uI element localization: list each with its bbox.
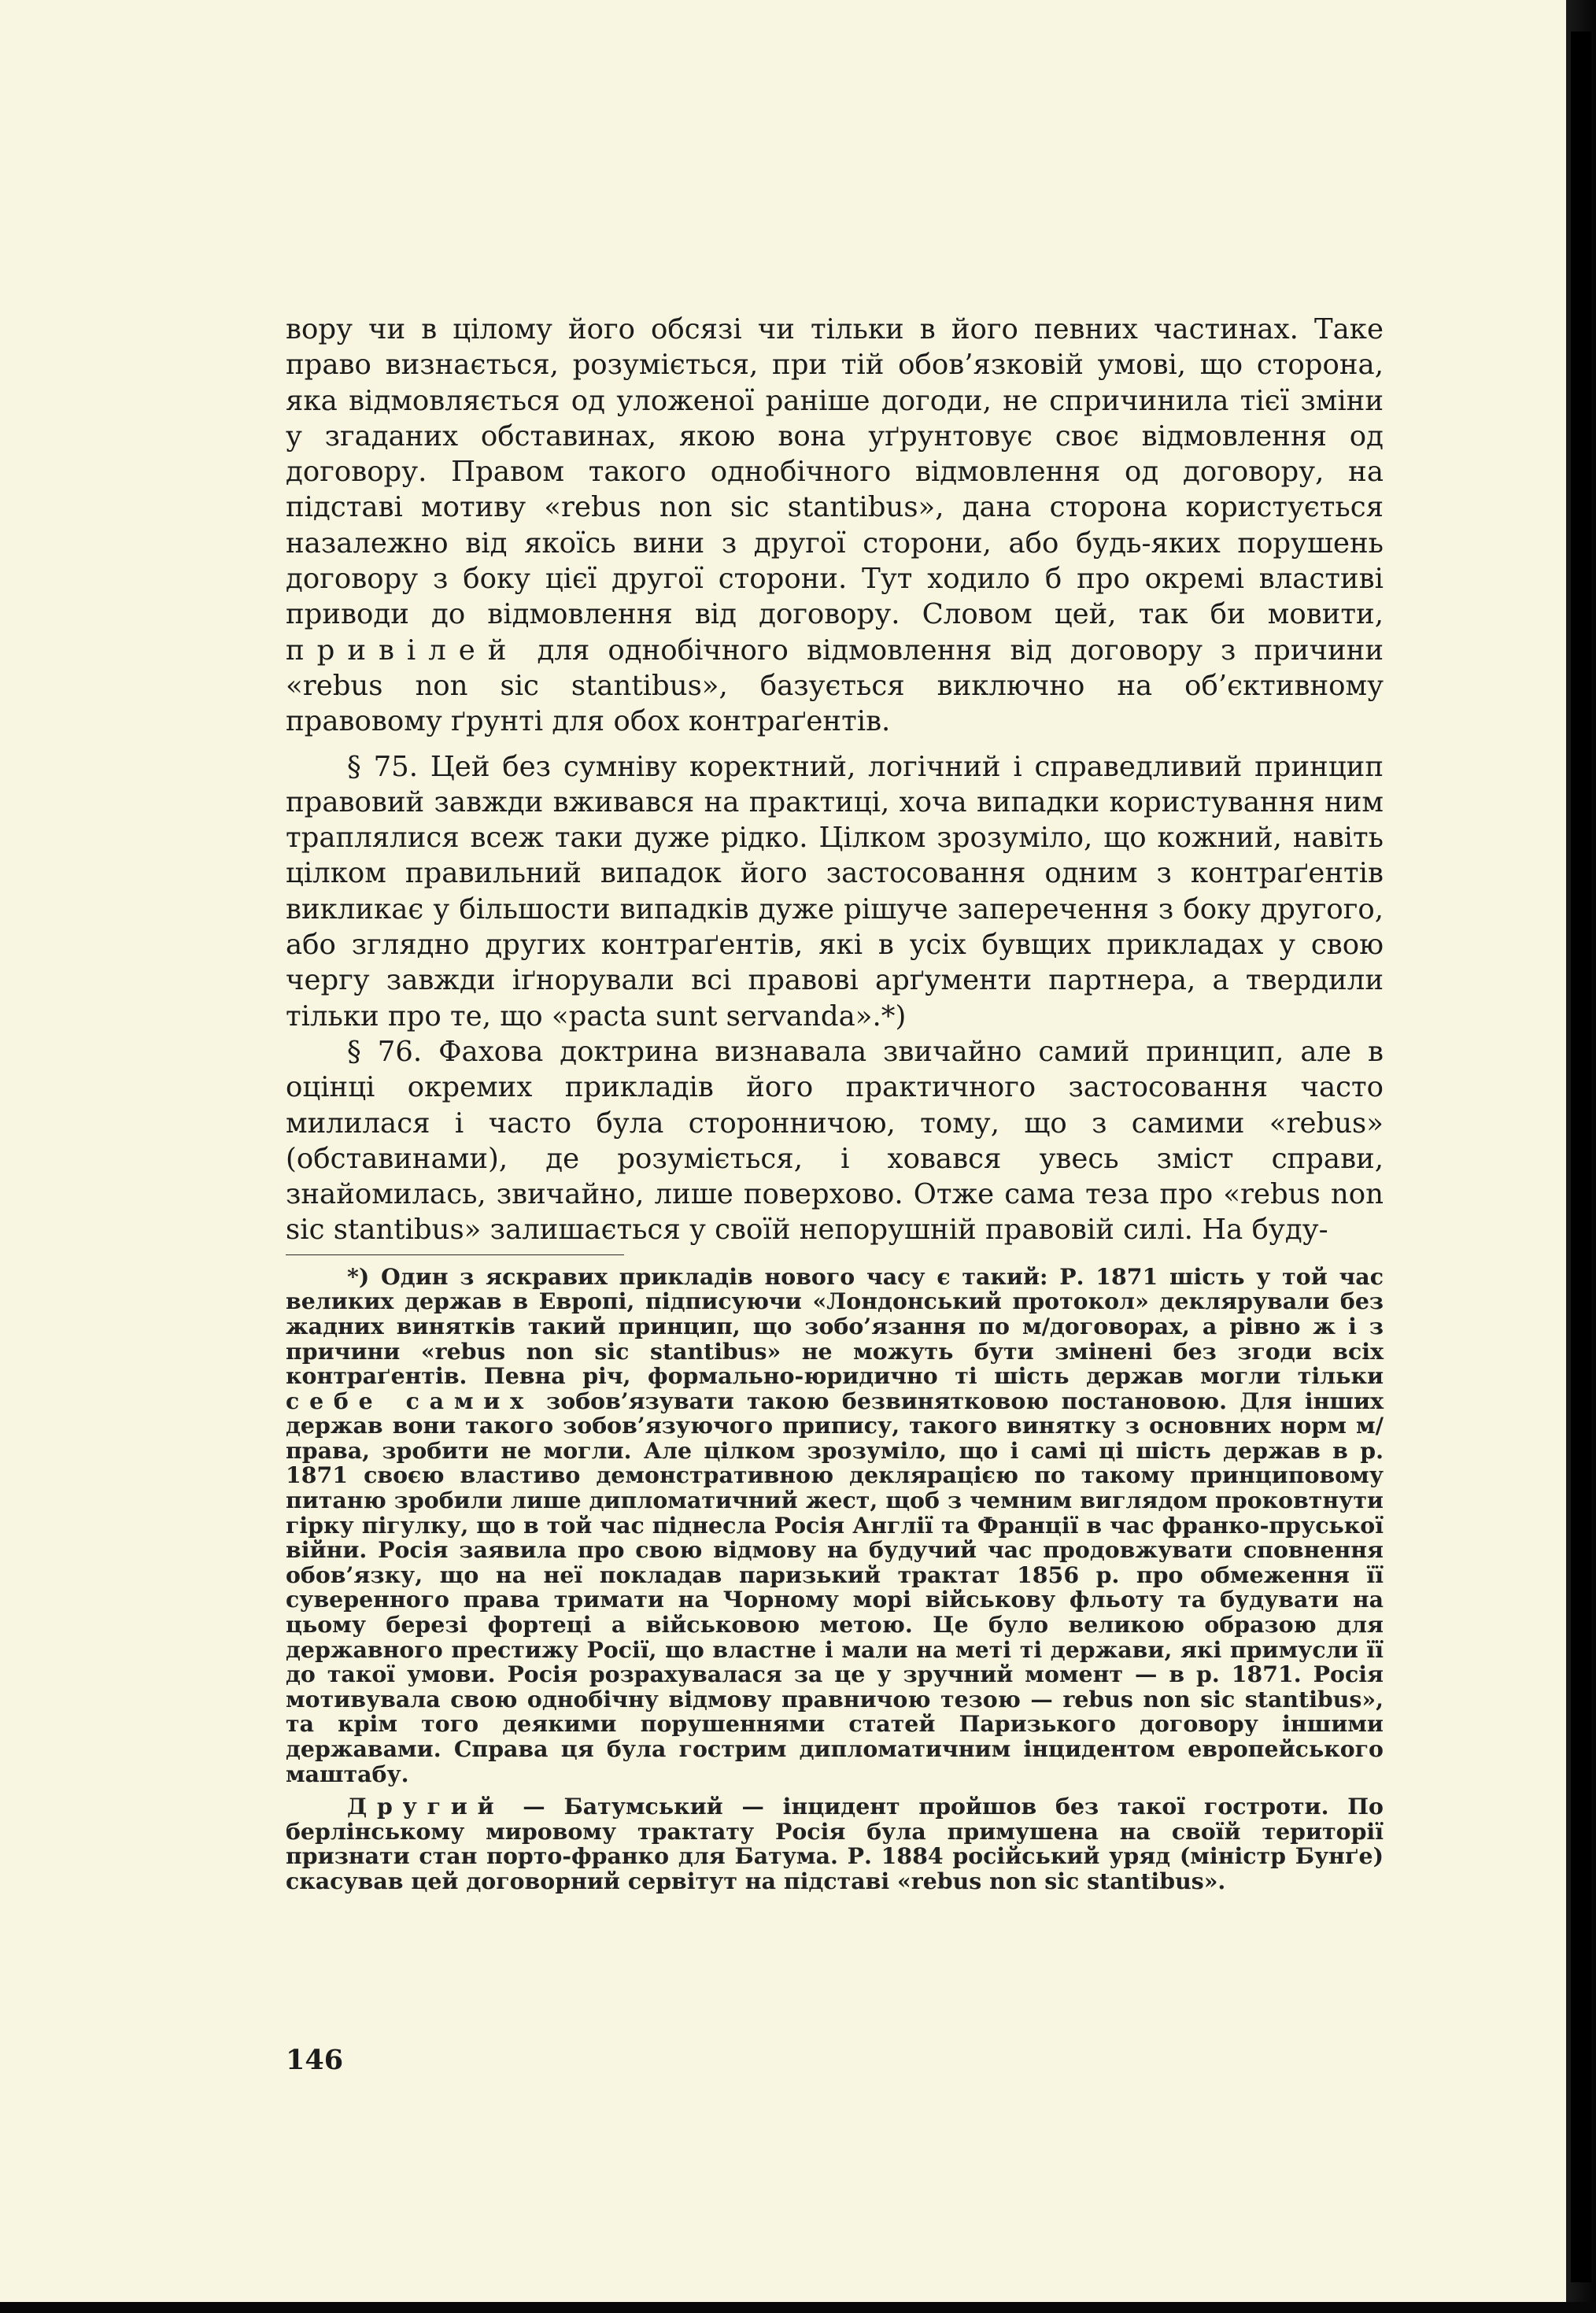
paragraph-76: § 76. Фахова доктрина визнавала звичайно самий принцип, але в оцінці окремих прикладів його практичного застосовання часто милилася і часто була сторонничою, тому, що з самими «rebus» (обставинами), де розуміється, і ховався увесь зміст справи, знайомилась, звичайно, лише поверхово. Отже сама теза про «rebus non sic stantibus» залишається у своїй непорушній правовій силі. На буду- [286,1035,1384,1247]
scan-edge-right [1566,0,1596,2313]
footnotes [286,1262,1384,1894]
page-text [286,312,1384,1894]
scan-edge-bottom [0,2302,1596,2313]
footnote-self-word: себе самих [286,1387,534,1414]
paragraph-1-text: вору чи в цілому його обсязі чи тільки в його певних частинах. Таке право визнається, розуміється, при тій обов’язковій умові, що сторона, яка відмовляється од уложеної раніше догоди, не спричинила тієї зміни у згаданих обставинах, якою вона уґрунтовує своє відмовлення од договору. Правом такого однобічного відмовлення од договору, на підставі мотиву «rebus non sic stantibus», дана сторона користується назалежно від якоїсь вини з другої сторони, або будь-яких порушень договору з боку цієї другої сторони. Тут ходило б про окремі властиві приводи до відмовлення від договору. Словом цей, так би мовити, [286,313,1384,631]
footnote-2-text: — Батумський — інцидент пройшов без такої гостроти. По берлінському мировому трактату Росія була примушена на своїй території признати стан порто-франко для Батума. Р. 1884 російський уряд (міністр Бунґе) скасував цей договорний сервітут на підставі «rebus non sic stantibus». [286,1793,1384,1894]
footnote-1 [286,1262,1384,1787]
page-number: 146 [286,2044,344,2076]
paragraph-continuation [286,312,1384,740]
footnote-1-end: зобов’язувати такою безвинятковою постановою. Для інших держав вони такого зобов’язуючого припису, такого винятку з основних норм м/права, зробити не могли. Але цілком зрозуміло, що і самі ці шість держав в р. 1871 своєю властиво демонстративною деклярацією по такому принциповому питаню зробили лише дипломатичний жест, щоб з чемним виглядом проковтнути гірку пігулку, що в той час піднесла Росія Англії та Франції в час франко-пруської війни. Росія заявила про свою відмову на будучий час продовжувати сповнення обов’язку, що на неї покладав паризький трактат 1856 р. про обмеження її суверенного права тримати на Чорному морі військову фльоту та будувати на цьому березі фортеці а військовою метою. Це було великою образою для державного престижу Росії, що властне і мали на меті ті держави, які примусли її до такої умови. Росія розрахувалася за це у зручний момент — в р. 1871. Росія мотивувала свою однобічну відмову правничою тезою — rebus non sic stantibus», та крім того деякими порушеннями статей Паризького договору іншими державами. Справа ця була гострим дипломатичним інцидентом европейського маштабу. [286,1387,1384,1787]
privilege-word: привілей [286,634,519,667]
footnote-1-start: *) Один з яскравих прикладів нового часу є такий: Р. 1871 шість у той час великих держав в Европі, підписуючи «Лондонський протокол» деклярували без жадних винятків такий принцип, що зобо’язання по м/договорах, а рівно ж і з причини «rebus non sic stantibus» не можуть бути змінені без згоди всіх контраґентів. Певна річ, формально-юридично ті шість держав могли тільки [286,1262,1384,1390]
footnote-second-word: Другий [347,1793,504,1820]
paragraph-1-end: для однобічного відмовлення від договору з причини «rebus non sic stantibus», базується виключно на об’єктивному правовому ґрунті для обох контраґентів. [286,634,1384,738]
paragraph-75: § 75. Цей без сумніву коректний, логічний і справедливий принцип правовий завжди вживався на практиці, хоча випадки користування ним траплялися всеж таки дуже рідко. Цілком зрозуміло, що кожний, навіть цілком правильний випадок його застосовання одним з контраґентів викликає у більшости випадків дуже рішуче заперечення з боку другого, або зглядно других контраґентів, які в усіх бувщих прикладах у свою чергу завжди іґнорували всі правові арґументи партнера, а твердили тільки про те, що «pacta sunt servanda».*) [286,750,1384,1033]
footnote-2 [286,1794,1384,1894]
